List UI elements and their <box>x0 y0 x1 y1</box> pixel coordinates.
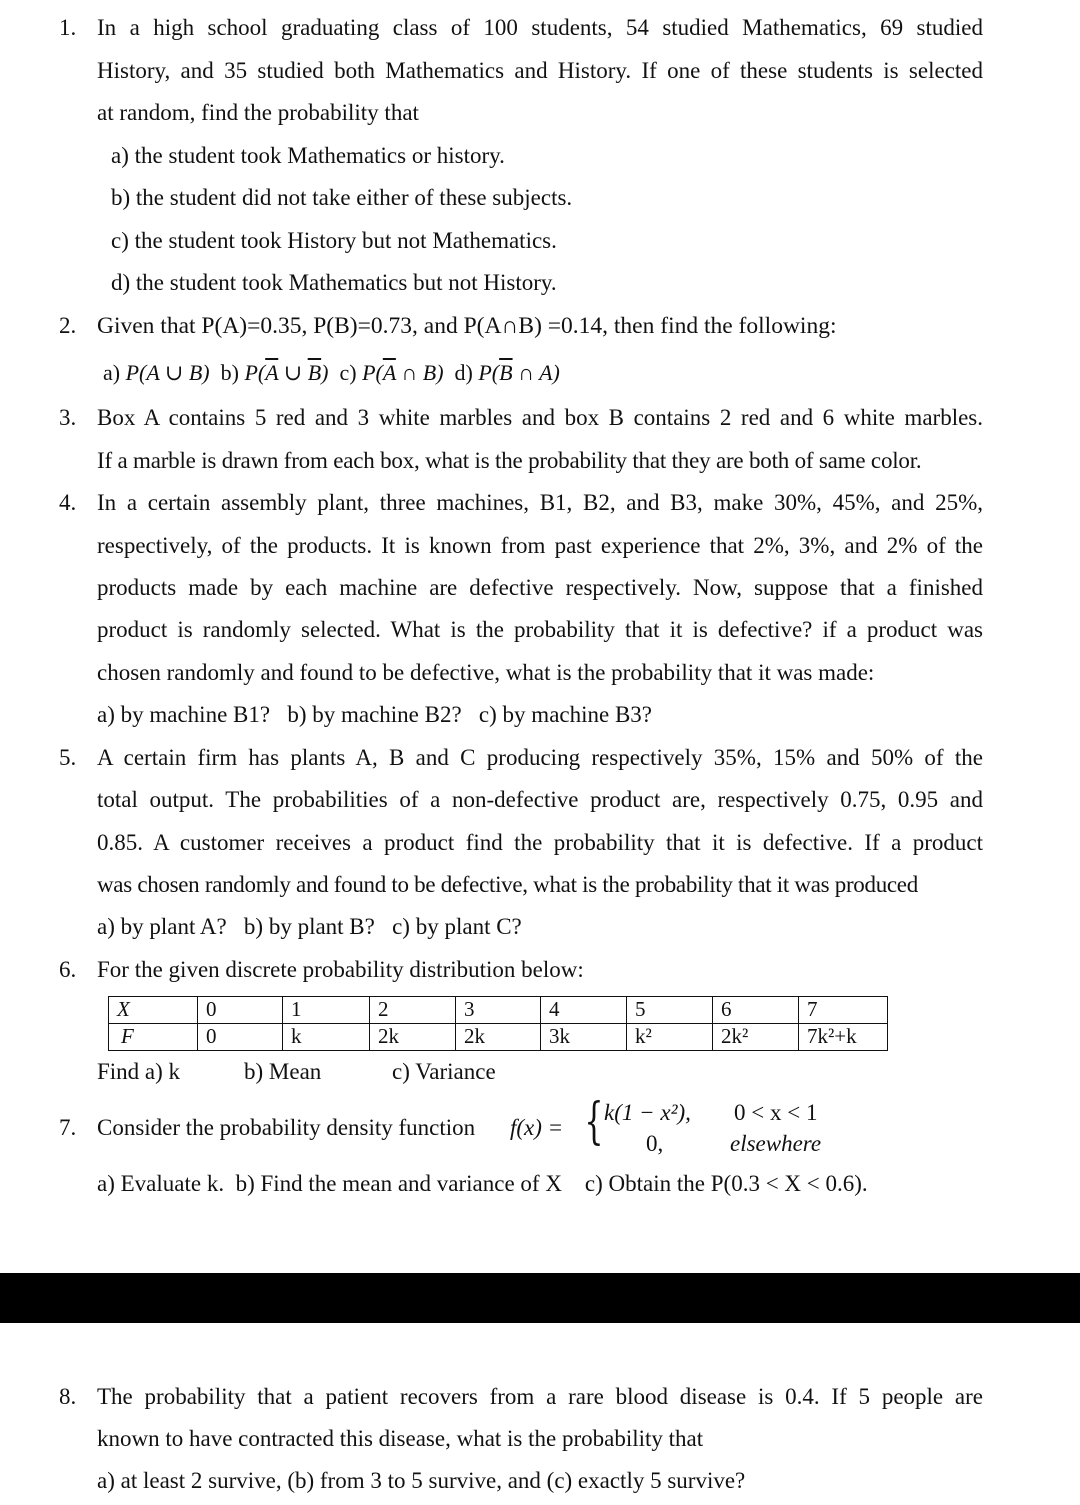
question-text: chosen randomly and found to be defective, what is the probability that it was made: <box>97 660 875 685</box>
question-text: In a certain assembly plant, three machines, B1, B2, and B3, make 30%, 45%, and 25%, <box>97 490 983 515</box>
subpart-b: b) the student did not take either of these subjects. <box>111 185 573 210</box>
question-text: 0.85. A customer receives a product find the probability that it is defective. If a product <box>97 830 983 855</box>
question-subparts: a) Evaluate k. b) Find the mean and variance of X c) Obtain the P(0.3 < X < 0.6). <box>97 1171 868 1196</box>
case-1-condition: 0 < x < 1 <box>734 1100 818 1125</box>
question-number: 3. <box>59 405 77 430</box>
question-number: 2. <box>59 313 77 338</box>
question-text: Box A contains 5 red and 3 white marbles and box B contains 2 red and 6 white marbles. <box>97 405 983 430</box>
redaction-bar <box>0 1273 1080 1323</box>
table-cell: 5 <box>627 997 713 1024</box>
table-cell: 0 <box>198 997 283 1024</box>
question-number: 4. <box>59 490 77 515</box>
table-cell: k² <box>627 1024 713 1051</box>
subpart-c: c) the student took History but not Mathematics. <box>111 228 557 253</box>
brace: { <box>584 1092 604 1150</box>
question-text: A certain firm has plants A, B and C producing respectively 35%, 15% and 50% of the <box>97 745 983 770</box>
subpart-d: d) the student took Mathematics but not History. <box>111 270 557 295</box>
table-cell: 4 <box>541 997 627 1024</box>
find-variance: c) Variance <box>392 1059 496 1084</box>
expr-b-label: b) <box>220 360 239 385</box>
question-number: 8. <box>59 1384 77 1409</box>
question-text: In a high school graduating class of 100 students, 54 studied Mathematics, 69 studied <box>97 15 983 40</box>
expr-c: $P(\overline{A}$ ∩ B) <box>362 360 444 385</box>
table-cell: 2k² <box>713 1024 799 1051</box>
table-header-f: F <box>109 1024 198 1051</box>
question-subparts: a) by plant A? b) by plant B? c) by plant C? <box>97 914 522 939</box>
question-text: For the given discrete probability distribution below: <box>97 957 584 982</box>
question-number: 6. <box>59 957 77 982</box>
table-cell: 6 <box>713 997 799 1024</box>
question-text: was chosen randomly and found to be defective, what is the probability that it was produced <box>97 872 918 897</box>
expr-d-label: d) <box>454 360 473 385</box>
expr-d: $P(\overline{B}$ ∩ A) <box>478 360 560 385</box>
table-row-f <box>109 1024 888 1051</box>
question-text: Consider the probability density function <box>97 1115 476 1140</box>
case-2-expression: 0, <box>646 1131 664 1156</box>
table-cell: 7 <box>799 997 888 1024</box>
table-cell: 3 <box>456 997 541 1024</box>
table-cell: 2k <box>370 1024 456 1051</box>
subpart-a: a) the student took Mathematics or history. <box>111 143 505 168</box>
table-cell: 3k <box>541 1024 627 1051</box>
question-subparts: a) by machine B1? b) by machine B2? c) by machine B3? <box>97 702 653 727</box>
question-text: product is randomly selected. What is the probability that it is defective? if a product was <box>97 617 983 642</box>
expr-c-label: c) <box>339 360 357 385</box>
question-number: 5. <box>59 745 77 770</box>
question-number: 1. <box>59 15 77 40</box>
find-mean: b) Mean <box>244 1059 322 1084</box>
question-text: If a marble is drawn from each box, what is the probability that they are both of same color. <box>97 448 922 473</box>
question-text: products made by each machine are defective respectively. Now, suppose that a finished <box>97 575 983 600</box>
expr-b: $P(\overline{A}$ ∪ $\overline{B}$) <box>244 360 329 385</box>
function-label: f(x) = <box>510 1115 564 1140</box>
table-cell: 2k <box>456 1024 541 1051</box>
table-cell: k <box>283 1024 370 1051</box>
set-expressions <box>103 359 560 387</box>
question-text: at random, find the probability that <box>97 100 419 125</box>
table-cell: 7k²+k <box>799 1024 888 1051</box>
question-text: The probability that a patient recovers from a rare blood disease is 0.4. If 5 people are <box>97 1384 983 1409</box>
table-header-x: X <box>109 997 198 1024</box>
distribution-table <box>108 996 888 1051</box>
table-cell: 0 <box>198 1024 283 1051</box>
table-row-x <box>109 997 888 1024</box>
find-k: Find a) k <box>97 1059 181 1084</box>
table-cell: 1 <box>283 997 370 1024</box>
table-cell: 2 <box>370 997 456 1024</box>
question-text: known to have contracted this disease, what is the probability that <box>97 1426 704 1451</box>
expr-a-label: a) <box>103 360 121 385</box>
question-subparts: a) at least 2 survive, (b) from 3 to 5 survive, and (c) exactly 5 survive? <box>97 1468 746 1493</box>
question-text: History, and 35 studied both Mathematics and History. If one of these students is selected <box>97 58 983 83</box>
question-text: total output. The probabilities of a non-defective product are, respectively 0.75, 0.95 and <box>97 787 983 812</box>
expr-a: P(A ∪ B) <box>125 360 210 385</box>
case-1-expression: k(1 − x²), <box>604 1100 691 1125</box>
case-2-condition: elsewhere <box>730 1131 822 1156</box>
question-text: respectively, of the products. It is known from past experience that 2%, 3%, and 2% of the <box>97 533 983 558</box>
question-number: 7. <box>59 1115 77 1140</box>
question-text: Given that P(A)=0.35, P(B)=0.73, and P(A∩B) =0.14, then find the following: <box>97 313 837 339</box>
